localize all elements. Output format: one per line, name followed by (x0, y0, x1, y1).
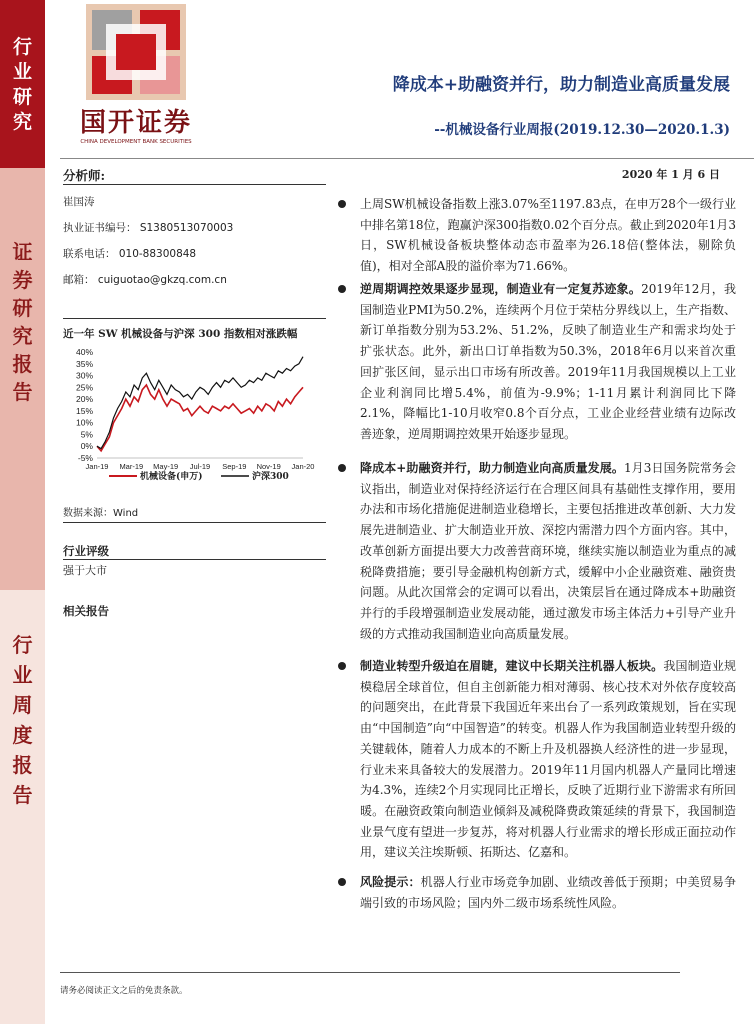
y-tick-label: 0% (80, 441, 93, 452)
rating-heading: 行业评级 (63, 544, 109, 558)
legend-label-sw-machinery: 机械设备(申万) (140, 472, 203, 482)
bullet-dot-icon (338, 878, 346, 886)
y-tick-label: 5% (80, 429, 93, 440)
company-logo-icon (86, 4, 186, 100)
bullet-dot-icon (338, 285, 346, 293)
y-tick-label: -5% (77, 453, 93, 463)
rating-top-divider (63, 522, 326, 523)
x-tick-label: Jan-20 (291, 462, 315, 471)
x-tick-label: Mar-19 (119, 462, 144, 471)
legend-label-csi300: 沪深300 (252, 472, 289, 482)
rating-value: 强于大市 (63, 564, 107, 577)
bullet-text: 1月3日国务院常务会议指出，制造业对保持经济运行在合理区间具有基础性支撑作用，要用办法和市场化措施促进制造业稳增长，主要包括推进改革创新、大力发展先进制造业、扩大制造业开放、深挖内需潜力四个方面内容。其中，改革创新方面提出要大力改善营商环境，继续实施以制造业为重点的减税降费措施；要引导金融机构创新方式，缓解中小企业融资难、融资贵问题。从此次国常会的定调可以看出，决策层旨在通过降成本+助融资并行的手段增强制造业发展动能，通过激发市场主体活力+引导产业升级的方式推动我国制造业向高质量发展。 (360, 461, 736, 641)
analyst-heading: 分析师: (63, 168, 106, 183)
report-date: 2020 年 1 月 6 日 (621, 168, 720, 181)
analyst-email[interactable]: 邮箱： cuiguotao@gkzq.com.cn (63, 274, 227, 286)
bullet-dot-icon (338, 464, 346, 472)
x-tick-label: Jan-19 (85, 462, 109, 471)
company-name: 国开证券 (79, 108, 192, 138)
relative-performance-chart (63, 346, 323, 496)
report-subtitle: --机械设备行业周报(2019.12.30—2020.1.3) (434, 122, 730, 138)
bullet-text: 2019年12月，我国制造业PMI为50.2%，连续两个月位于荣枯分界线以上，生产指数、新订单指数分别为53.2%、51.2%，反映了制造业生产和需求均处于扩张状态。此外，新出口订单指数为50.3%，2018年6月以来首次重回扩张区间，显示出口市场有所改善。2019年11月我国规模以上工业企业利润同比增5.4%，前值为-9.9%；1-11月累计利润同比下降2.1%，降幅比1-10月收窄0.8个百分点，工业企业经营业绩有边际改善迹象，逆周期调控效果开始逐步显现。 (360, 282, 736, 441)
related-reports-heading: 相关报告 (63, 604, 109, 618)
bullet-text: 机器人行业市场竞争加剧、业绩改善低于预期；中美贸易争端引致的市场风险；国内外二级市场系统性风险。 (360, 875, 736, 910)
y-tick-label: 20% (75, 394, 93, 405)
y-tick-label: 40% (75, 347, 93, 357)
y-tick-label: 30% (75, 370, 93, 381)
analyst-name: 崔国涛 (63, 196, 95, 208)
analyst-cert: 执业证书编号： S1380513070003 (63, 222, 234, 234)
sidebar-label-securities-report: 证 券 研 究 报 告 (12, 240, 33, 404)
x-tick-label: May-19 (153, 462, 179, 471)
header-divider (60, 158, 754, 159)
bullet-dot-icon (338, 662, 346, 670)
report-title: 降成本+助融资并行，助力制造业高质量发展 (392, 75, 730, 95)
data-source: 数据来源：Wind (63, 508, 139, 519)
x-tick-label: Jul-19 (189, 462, 211, 471)
bullet-dot-icon (338, 200, 346, 208)
y-tick-label: 15% (75, 405, 93, 416)
analyst-phone: 联系电话： 010-88300848 (63, 248, 197, 260)
sidebar-label-industry-research: 行 业 研 究 (12, 36, 32, 133)
chart-title: 近一年 SW 机械设备与沪深 300 指数相对涨跌幅 (63, 328, 298, 340)
footer-disclaimer[interactable]: 请务必阅读正文之后的免责条款。 (60, 986, 188, 996)
x-tick-label: Sep-19 (222, 462, 247, 471)
bullet-text: 我国制造业规模稳居全球首位，但自主创新能力相对薄弱、核心技术对外依存度较高的问题突出，在此背景下我国近年来出台了一系列政策规划，旨在实现由“中国制造”向“中国智造”的转变。机器人作为我国制造业转型升级的关键载体，随着人力成本的不断上升及机器换人经济性的进一步显现，行业未来具备较大的发展潜力。2019年11月国内机器人产量同比增速为4.3%，连续2个月实现同比正增长，反映了近期行业下游需求有所回暖。在融资政策向制造业倾斜及减税降费政策延续的背景下，我国制造业景气度有望进一步复苏，将对机器人行业需求的增长形成正面拉动作用，建议关注埃斯顿、拓斯达、亿嘉和。 (360, 659, 736, 860)
bullet-text: 上周SW机械设备指数上涨3.07%至1197.83点，在申万28个一级行业中排名第18位，跑赢沪深300指数0.02个百分点。截止到2020年1月3日，SW机械设备板块整体动态市盈率为26.18倍(整体法，剔除负值)，相对全部A股的溢价率为71.66%。 (360, 197, 736, 274)
rating-divider (63, 559, 326, 560)
chart-top-divider (63, 318, 326, 319)
y-tick-label: 25% (75, 382, 93, 393)
x-tick-label: Nov-19 (256, 462, 281, 471)
sidebar-label-weekly-report: 行 业 周 度 报 告 (12, 633, 33, 807)
y-tick-label: 35% (75, 358, 93, 369)
analyst-divider (63, 184, 326, 185)
company-name-en: CHINA DEVELOPMENT BANK SECURITIES (80, 139, 192, 145)
y-tick-label: 10% (75, 417, 93, 428)
footer-divider (60, 972, 680, 973)
sidebar (0, 0, 45, 1024)
